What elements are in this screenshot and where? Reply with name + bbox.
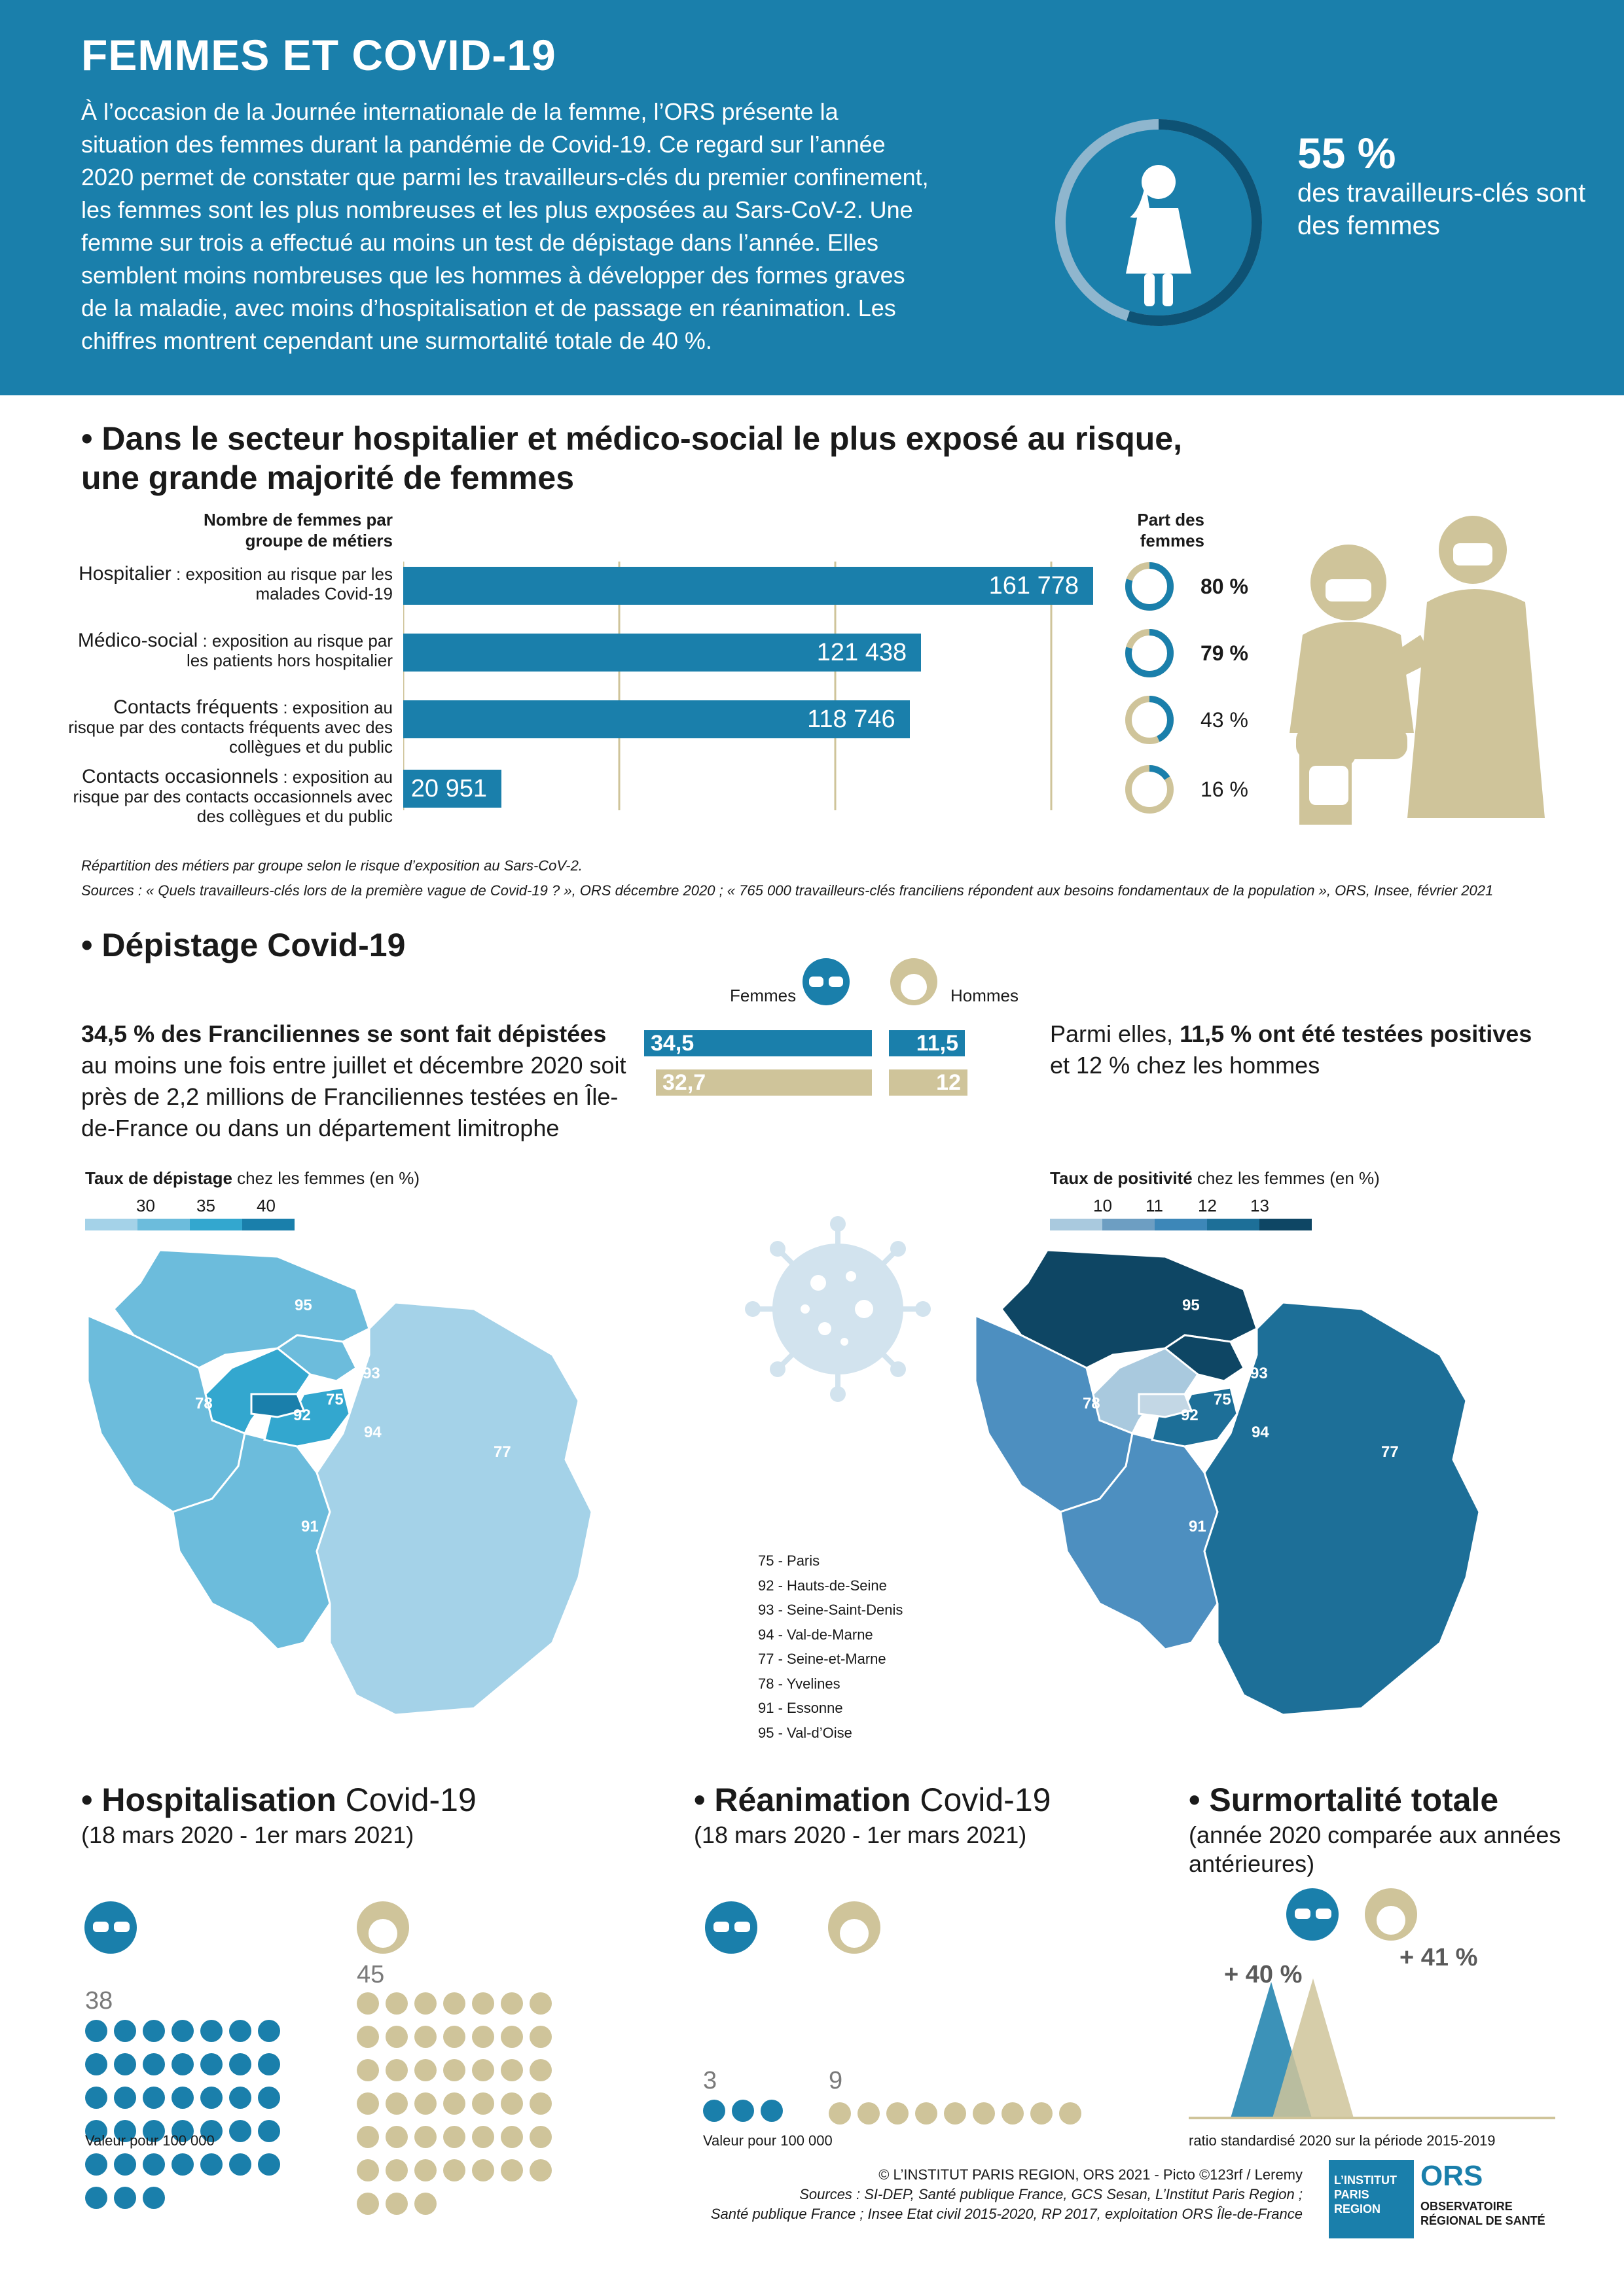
dot [200, 2053, 223, 2075]
dot [414, 2159, 437, 2181]
dot [143, 2153, 165, 2176]
dot [472, 2059, 494, 2081]
svg-text:78: 78 [195, 1395, 213, 1412]
screening-right-text: Parmi elles, 11,5 % ont été testées positives et 12 % chez les hommes [1050, 1020, 1532, 1079]
svg-text:77: 77 [494, 1443, 511, 1461]
dot [171, 2053, 194, 2075]
dot [501, 1992, 523, 2015]
dot [1001, 2102, 1024, 2125]
tested-women-bar: 34,5 [644, 1030, 872, 1056]
dot [443, 1992, 465, 2015]
dot [258, 2020, 280, 2042]
dot [386, 2026, 408, 2048]
hosp-men-value: 45 [357, 1961, 385, 1988]
hospital-title-1: • Dans le secteur hospitalier et médico-social le plus exposé au risque, [81, 420, 1182, 457]
dot [386, 2059, 408, 2081]
dot [386, 2159, 408, 2181]
count-bar: 20 951 [403, 770, 501, 808]
rea-women-icon [702, 1898, 767, 1964]
hosp-women-value: 38 [85, 1987, 113, 2015]
dot [200, 2020, 223, 2042]
dot [171, 2087, 194, 2109]
share-donut [1123, 627, 1176, 679]
ors-logo: ORS [1420, 2160, 1483, 2192]
mort-women-icon [1283, 1885, 1348, 1950]
svg-text:75: 75 [1214, 1391, 1231, 1408]
dot [357, 2159, 379, 2181]
reanimation-title: • Réanimation Covid-19 [694, 1782, 1051, 1818]
dot [143, 2020, 165, 2042]
dot [85, 2087, 107, 2109]
department-legend: 75 - Paris 92 - Hauts-de-Seine 93 - Seine-Saint-Denis 94 - Val-de-Marne 77 - Seine-et-Marne 78 - Yvelines 91 - Essonne 95 - Val-d’Oise [758, 1552, 903, 1741]
dot [114, 2187, 136, 2209]
screening-left-bold: 34,5 % des Franciliennes se sont fait dépistées [81, 1020, 607, 1047]
dot [732, 2100, 754, 2122]
nurse-patient-illustration [1263, 504, 1564, 831]
dot [357, 2126, 379, 2148]
dot [85, 2053, 107, 2075]
share-value: 16 % [1200, 778, 1248, 801]
dot [229, 2153, 251, 2176]
dot [258, 2087, 280, 2109]
row-label: Contacts fréquents : exposition au risque par des contacts fréquents avec des collègues et du public [68, 696, 393, 757]
dot [501, 2092, 523, 2115]
dot [443, 2059, 465, 2081]
mort-men-icon [1362, 1885, 1427, 1950]
dot [357, 2059, 379, 2081]
dot [530, 2126, 552, 2148]
dot [414, 2193, 437, 2215]
svg-text:94: 94 [364, 1424, 382, 1441]
hospital-sources: Sources : « Quels travailleurs-clés lors de la première vague de Covid-19 ? », ORS décembre 2020 ; « 765 000 travailleurs-clés franciliens répondent aux besoins fondamentaux de la population », ORS, Insee, février 2021 [81, 882, 1494, 899]
dot [414, 1992, 437, 2015]
footer-sources-1: Sources : SI-DEP, Santé publique France, GCS Sesan, L’Institut Paris Region ; [799, 2186, 1303, 2202]
reanimation-period: (18 mars 2020 - 1er mars 2021) [694, 1821, 1027, 1848]
women-icon [800, 956, 852, 1008]
count-bar: 121 438 [403, 634, 921, 672]
share-value: 80 % [1200, 575, 1248, 598]
mortality-triangles [1189, 1950, 1555, 2121]
dot [85, 2187, 107, 2209]
svg-text:77: 77 [1381, 1443, 1399, 1461]
map2-title: Taux de positivité chez les femmes (en %) [1050, 1168, 1380, 1188]
dot [357, 2026, 379, 2048]
dot [703, 2100, 725, 2122]
hosp-women-icon [81, 1898, 147, 1964]
dot [258, 2053, 280, 2075]
footer-sources-2: Santé publique France ; Insee Etat civil 2015-2020, RP 2017, exploitation ORS Île-de-France [710, 2206, 1303, 2222]
share-value: 43 % [1200, 708, 1248, 732]
screening-left-text: au moins une fois entre juillet et décembre 2020 soit près de 2,2 millions de Franciliennes testées en Île-de-France ou dans un département limitrophe [81, 1052, 626, 1141]
svg-text:91: 91 [301, 1518, 319, 1535]
dot [357, 1992, 379, 2015]
dot [915, 2102, 937, 2125]
page-title: FEMMES ET COVID-19 [81, 31, 556, 79]
dot [386, 2193, 408, 2215]
institut-logo: L’INSTITUT PARIS REGION [1329, 2160, 1414, 2238]
map2-ticks: 10 11 12 13 [1093, 1196, 1269, 1215]
mortality-subtitle: (année 2020 comparée aux années antérieures) [1189, 1821, 1561, 1877]
mortality-title: • Surmortalité totale [1189, 1782, 1499, 1818]
row-label: Médico-social : exposition au risque par les patients hors hospitalier [77, 630, 393, 670]
share-value: 79 % [1200, 641, 1248, 665]
dot [386, 2126, 408, 2148]
dot [944, 2102, 966, 2125]
dot [501, 2159, 523, 2181]
dot [443, 2092, 465, 2115]
tested-men-bar: 32,7 [656, 1069, 872, 1096]
dot [414, 2126, 437, 2148]
map1-title: Taux de dépistage chez les femmes (en %) [85, 1168, 420, 1188]
dot [443, 2159, 465, 2181]
mortality-footnote: ratio standardisé 2020 sur la période 2015-2019 [1189, 2132, 1496, 2149]
row-label: Contacts occasionnels : exposition au risque par des contacts occasionnels avec des collègues et du public [73, 766, 393, 826]
hospitalisation-period: (18 mars 2020 - 1er mars 2021) [81, 1821, 414, 1848]
dot [501, 2059, 523, 2081]
dot [143, 2053, 165, 2075]
men-label: Hommes [950, 986, 1019, 1005]
dot [472, 2126, 494, 2148]
dot [530, 2059, 552, 2081]
hosp-men-dots [357, 1992, 566, 2226]
share-donut [1123, 763, 1176, 816]
map2-scale [1050, 1219, 1312, 1234]
positive-women-bar: 11,5 [889, 1030, 965, 1056]
intro-text: À l’occasion de la Journée internationale de la femme, l’ORS présente la situation des femmes durant la pandémie de Covid-19. Ce regard sur l’année 2020 permet de constater que parmi les travailleurs-clés du premier confinement, les femmes sont les plus nombreuses et les plus exposées au Sars-CoV-2. Une femme sur trois a effectué au moins un test de dépistage dans l’année. Elles semblent moins nombreuses que les hommes à développer des formes graves de la maladie, avec moins d’hospitalisation et de passage en réanimation. Les chiffres montrent cependant une surmortalité totale de 40 %. [81, 98, 929, 354]
col-header-share: Part des femmes [1137, 510, 1204, 550]
dot [829, 2102, 851, 2125]
rea-men-dots [829, 2102, 1091, 2136]
dot [114, 2087, 136, 2109]
dot [443, 2026, 465, 2048]
rea-footnote: Valeur pour 100 000 [703, 2132, 833, 2149]
svg-text:92: 92 [293, 1407, 311, 1424]
svg-text:75: 75 [326, 1391, 344, 1408]
svg-text:93: 93 [1250, 1365, 1268, 1382]
hospital-title-2: une grande majorité de femmes [81, 459, 575, 496]
dot [357, 2193, 379, 2215]
map1-scale [85, 1219, 295, 1234]
rea-women-value: 3 [703, 2067, 717, 2094]
dot [414, 2092, 437, 2115]
dot [472, 2026, 494, 2048]
svg-text:78: 78 [1083, 1395, 1100, 1412]
footer-credit: © L’INSTITUT PARIS REGION, ORS 2021 - Picto ©123rf / Leremy [878, 2166, 1303, 2183]
dot [1030, 2102, 1053, 2125]
dot [530, 1992, 552, 2015]
positive-men-bar: 12 [889, 1069, 967, 1096]
dot [386, 1992, 408, 2015]
dot [530, 2092, 552, 2115]
woman-icon [1126, 165, 1191, 306]
women-label: Femmes [730, 986, 797, 1005]
screening-rate-map [81, 1237, 657, 1721]
dot [258, 2120, 280, 2142]
dot [472, 1992, 494, 2015]
dot [143, 2187, 165, 2209]
col-header-count: Nombre de femmes par groupe de métiers [204, 510, 393, 550]
hosp-footnote: Valeur pour 100 000 [85, 2132, 215, 2149]
hosp-women-dots [85, 2020, 314, 2220]
svg-text:93: 93 [363, 1365, 380, 1382]
rea-men-value: 9 [829, 2067, 843, 2094]
dot [443, 2126, 465, 2148]
dot [171, 2020, 194, 2042]
dot [229, 2087, 251, 2109]
dot [530, 2026, 552, 2048]
key-workers-donut [1047, 111, 1270, 334]
svg-text:94: 94 [1252, 1424, 1269, 1441]
svg-text:95: 95 [295, 1297, 312, 1314]
svg-text:92: 92 [1181, 1407, 1199, 1424]
dot [472, 2159, 494, 2181]
share-donut [1123, 560, 1176, 613]
dot [414, 2026, 437, 2048]
hospitalisation-title: • Hospitalisation Covid-19 [81, 1782, 477, 1818]
dot [386, 2092, 408, 2115]
men-icon [888, 956, 940, 1008]
virus-icon [740, 1211, 936, 1407]
dot [886, 2102, 909, 2125]
dot [761, 2100, 783, 2122]
hospital-note: Répartition des métiers par groupe selon le risque d’exposition au Sars-CoV-2. [81, 857, 583, 874]
svg-text:95: 95 [1182, 1297, 1200, 1314]
count-bar: 161 778 [403, 567, 1093, 605]
dot [472, 2092, 494, 2115]
dot [973, 2102, 995, 2125]
dot [114, 2020, 136, 2042]
dot [357, 2092, 379, 2115]
dot [171, 2153, 194, 2176]
share-donut [1123, 694, 1176, 746]
dot [530, 2159, 552, 2181]
svg-text:91: 91 [1189, 1518, 1206, 1535]
dot [114, 2153, 136, 2176]
mort-men-value: + 41 % [1399, 1944, 1478, 1971]
rea-men-icon [825, 1898, 890, 1964]
mort-women-value: + 40 % [1224, 1961, 1303, 1988]
rea-women-dots [703, 2100, 821, 2133]
dot [143, 2087, 165, 2109]
map1-ticks: 30 35 40 [136, 1196, 276, 1215]
dot [200, 2087, 223, 2109]
dot [114, 2053, 136, 2075]
screening-title: • Dépistage Covid-19 [81, 927, 406, 963]
key-workers-value: 55 % [1297, 129, 1396, 177]
dot [229, 2020, 251, 2042]
dot [501, 2126, 523, 2148]
dot [501, 2026, 523, 2048]
key-workers-label: des travailleurs-clés sont des femmes [1297, 179, 1586, 240]
dot [258, 2153, 280, 2176]
dot [414, 2059, 437, 2081]
dot [85, 2153, 107, 2176]
ors-logo-text: OBSERVATOIRE RÉGIONAL DE SANTÉ [1420, 2200, 1545, 2227]
dot [85, 2020, 107, 2042]
dot [1059, 2102, 1081, 2125]
count-bar: 118 746 [403, 700, 910, 738]
dot [229, 2053, 251, 2075]
hosp-men-icon [353, 1898, 419, 1964]
row-label: Hospitalier : exposition au risque par les malades Covid-19 [79, 563, 393, 603]
dot [229, 2120, 251, 2142]
positivity-rate-map [956, 1237, 1558, 1721]
dot [200, 2153, 223, 2176]
dot [857, 2102, 880, 2125]
